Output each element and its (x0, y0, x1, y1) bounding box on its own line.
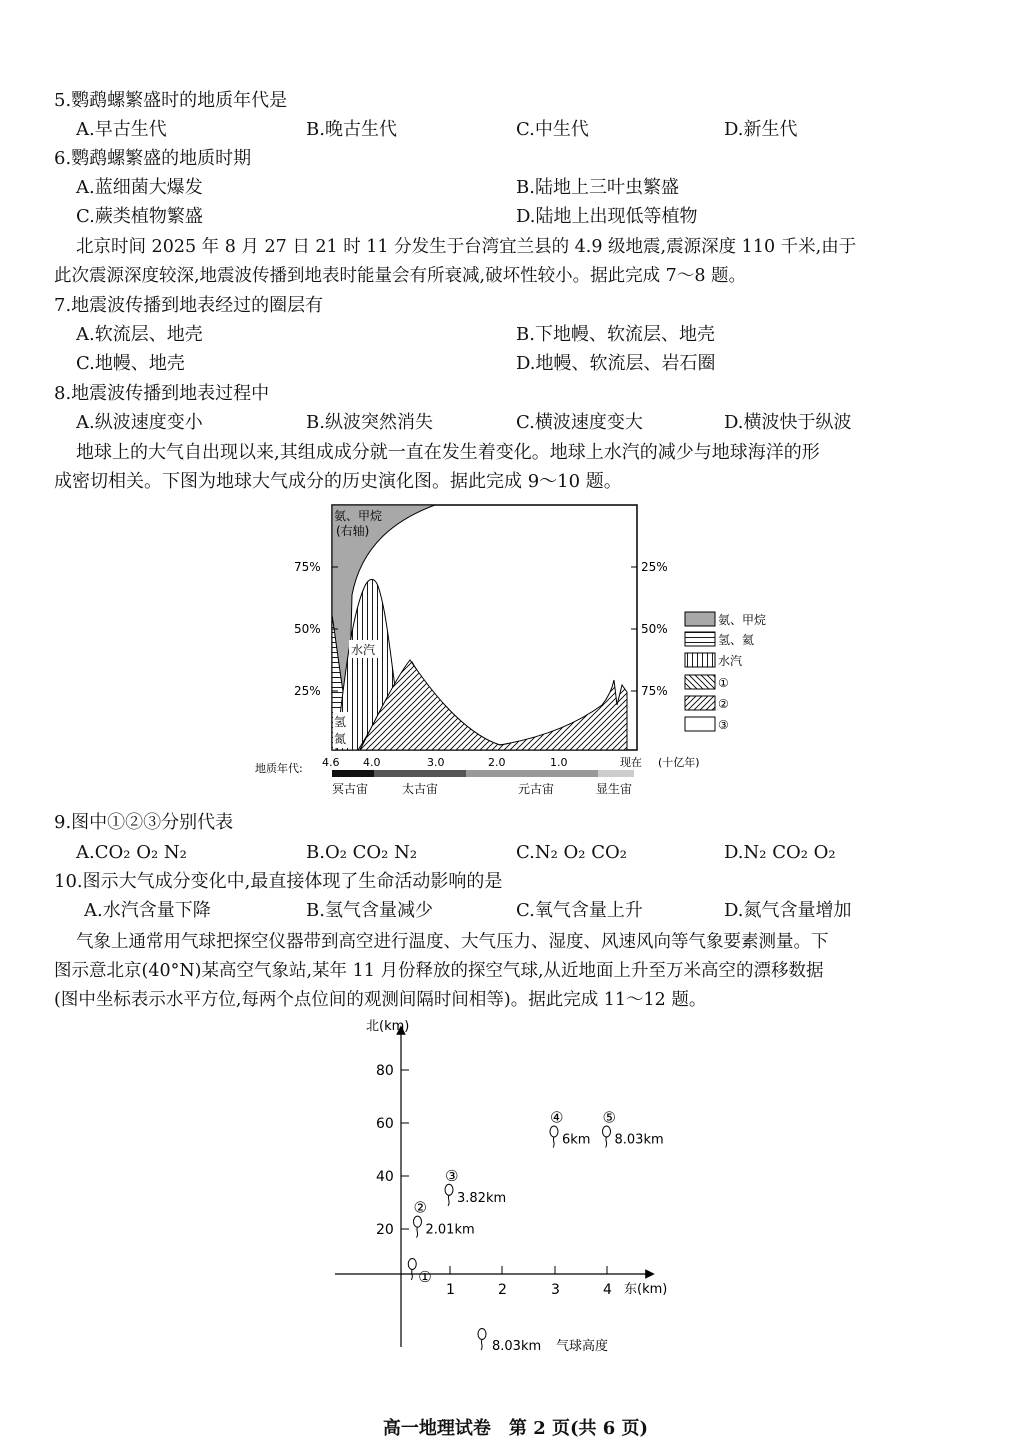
passage1-line1: 北京时间 2025 年 8 月 27 日 21 时 11 分发生于台湾宜兰县的 4.9 级地震,震源深度 110 千米,由于 (76, 237, 857, 257)
eon-hadean: 冥古宙 (332, 782, 369, 796)
x-tick-4-0: 4.0 (363, 756, 381, 769)
y-tick-40: 40 (376, 1169, 394, 1185)
q7-option-d[interactable]: D.地幔、软流层、岩石圈 (516, 353, 716, 374)
eon-archean: 太古宙 (402, 782, 439, 796)
balloon-id: ① (418, 1268, 432, 1286)
balloon-icon (550, 1126, 558, 1137)
balloon-string (606, 1137, 607, 1148)
q8-option-a[interactable]: A.纵波速度变小 (76, 412, 203, 433)
label-helium: 氮 (334, 732, 347, 746)
eon-bar-proterozoic (466, 770, 598, 777)
x-tick-3: 3 (551, 1282, 560, 1298)
q8-option-d[interactable]: D.横波快于纵波 (724, 412, 852, 433)
x-tick-2-0: 2.0 (488, 756, 506, 769)
balloon-point-4 (550, 1109, 590, 1148)
q10-option-c[interactable]: C.氧气含量上升 (516, 900, 643, 921)
q7-option-a[interactable]: A.软流层、地壳 (76, 324, 203, 345)
passage3-line2: 图示意北京(40°N)某高空气象站,某年 11 月份释放的探空气球,从近地面上升至万米高空的漂移数据 (54, 961, 824, 981)
atmosphere-evolution-figure (250, 500, 770, 805)
q5-stem: 5.鹦鹉螺繁盛时的地质年代是 (54, 90, 288, 111)
balloon-icon (408, 1259, 416, 1270)
legend-height-value: 8.03km (492, 1339, 542, 1354)
y-tick-20: 20 (376, 1222, 394, 1238)
q10-stem: 10.图示大气成分变化中,最直接体现了生命活动影响的是 (54, 871, 503, 892)
y-axis-label: 北(km) (366, 1019, 410, 1034)
label-right-axis: (右轴) (336, 524, 370, 538)
x-axis-label: 东(km) (624, 1282, 668, 1297)
q6-option-c[interactable]: C.蕨类植物繁盛 (76, 206, 203, 227)
x-axis-title: 地质年代: (255, 762, 303, 775)
x-tick-4-6: 4.6 (322, 756, 340, 769)
balloon-icon (414, 1216, 422, 1227)
q6-option-b[interactable]: B.陆地上三叶虫繁盛 (516, 177, 679, 198)
q9-stem: 9.图中①②③分别代表 (54, 812, 234, 833)
passage3-line1: 气象上通常用气球把探空仪器带到高空进行温度、大气压力、湿度、风速风向等气象要素测量。下 (76, 932, 829, 952)
label-water-vapor: 水汽 (351, 643, 376, 657)
q5-option-b[interactable]: B.晚古生代 (306, 119, 397, 140)
eon-bar-archean (374, 770, 466, 777)
legend-one: ① (718, 676, 729, 690)
balloon-point-5 (603, 1109, 664, 1148)
passage1-line2: 此次震源深度较深,地震波传播到地表时能量会有所衰减,破坏性较小。据此完成 7～8 题。 (54, 266, 747, 286)
q5-option-c[interactable]: C.中生代 (516, 119, 589, 140)
legend-hydrogen-helium: 氢、氦 (718, 633, 755, 647)
q7-option-c[interactable]: C.地幔、地壳 (76, 353, 185, 374)
balloon-id: ③ (445, 1166, 459, 1185)
x-tick-2: 2 (498, 1282, 507, 1298)
left-tick-50: 50% (294, 622, 321, 636)
eon-bar-hadean (332, 770, 374, 777)
legend (685, 612, 766, 732)
passage3-line3: (图中坐标表示水平方位,每两个点位间的观测间隔时间相等)。据此完成 11～12 题。 (54, 990, 707, 1010)
q6-stem: 6.鹦鹉螺繁盛的地质时期 (54, 148, 252, 169)
balloon-icon (603, 1126, 611, 1137)
q10-option-d[interactable]: D.氮气含量增加 (724, 900, 852, 921)
balloon-point-1 (408, 1259, 431, 1287)
q10-option-b[interactable]: B.氢气含量减少 (306, 900, 433, 921)
x-tick-4: 4 (603, 1282, 612, 1298)
q5-option-d[interactable]: D.新生代 (724, 119, 798, 140)
legend-three: ③ (718, 718, 729, 732)
legend-two: ② (718, 697, 729, 711)
legend-height-text: 气球高度 (556, 1339, 609, 1354)
left-tick-75: 75% (294, 560, 321, 574)
passage2-line2: 成密切相关。下图为地球大气成分的历史演化图。据此完成 9～10 题。 (54, 471, 622, 492)
balloon-string (417, 1227, 418, 1238)
page-footer: 高一地理试卷 第 2 页(共 6 页) (382, 1418, 649, 1439)
q8-option-b[interactable]: B.纵波突然消失 (306, 412, 433, 433)
right-tick-50: 50% (641, 622, 668, 636)
q9-option-c[interactable]: C.N₂ O₂ CO₂ (516, 842, 627, 863)
q6-option-d[interactable]: D.陆地上出现低等植物 (516, 206, 698, 227)
x-tick-1: 1 (446, 1282, 455, 1298)
balloon-height-label: 3.82km (457, 1190, 507, 1206)
q10-option-a[interactable]: A.水汽含量下降 (84, 900, 211, 921)
balloon-id: ⑤ (602, 1108, 616, 1127)
x-tick-3-0: 3.0 (427, 756, 445, 769)
q9-option-a[interactable]: A.CO₂ O₂ N₂ (76, 842, 187, 863)
q8-option-c[interactable]: C.横波速度变大 (516, 412, 643, 433)
balloon-height-label: 2.01km (425, 1222, 475, 1238)
right-tick-75: 75% (641, 684, 668, 698)
balloon-icon (445, 1184, 453, 1195)
q6-option-a[interactable]: A.蓝细菌大爆发 (76, 177, 203, 198)
eon-phanerozoic: 显生宙 (596, 782, 633, 796)
passage2-line1: 地球上的大气自出现以来,其组成成分就一直在发生着变化。地球上水汽的减少与地球海洋的形 (76, 442, 820, 463)
q8-stem: 8.地震波传播到地表过程中 (54, 383, 270, 404)
q9-option-b[interactable]: B.O₂ CO₂ N₂ (306, 842, 418, 863)
left-tick-25: 25% (294, 684, 321, 698)
label-hydrogen: 氢 (334, 715, 347, 729)
balloon-height-label: 6km (562, 1132, 591, 1148)
balloon-string (553, 1137, 554, 1148)
q7-stem: 7.地震波传播到地表经过的圈层有 (54, 295, 324, 316)
label-ammonia-methane: 氨、甲烷 (334, 509, 383, 523)
y-tick-80: 80 (376, 1063, 394, 1079)
x-tick-now: 现在 (620, 756, 642, 769)
balloon-id: ② (413, 1198, 427, 1217)
x-unit: (十亿年) (658, 756, 700, 769)
q7-option-b[interactable]: B.下地幔、软流层、地壳 (516, 324, 715, 345)
balloon-height-label: 8.03km (614, 1132, 664, 1148)
y-tick-60: 60 (376, 1116, 394, 1132)
balloon-drift-figure (330, 1012, 700, 1362)
legend-ammonia-methane: 氨、甲烷 (718, 613, 767, 627)
balloon-id: ④ (550, 1108, 564, 1127)
eon-bar-phanerozoic (598, 770, 634, 777)
balloon-legend (478, 1329, 608, 1355)
eon-proterozoic: 元古宙 (518, 782, 555, 796)
q5-option-a[interactable]: A.早古生代 (76, 119, 167, 140)
balloon-point-3 (445, 1167, 506, 1206)
balloon-string (411, 1270, 412, 1281)
q9-option-d[interactable]: D.N₂ CO₂ O₂ (724, 842, 836, 863)
right-tick-25: 25% (641, 560, 668, 574)
x-tick-1-0: 1.0 (550, 756, 568, 769)
legend-water-vapor: 水汽 (718, 654, 743, 668)
balloon-string (448, 1195, 449, 1206)
